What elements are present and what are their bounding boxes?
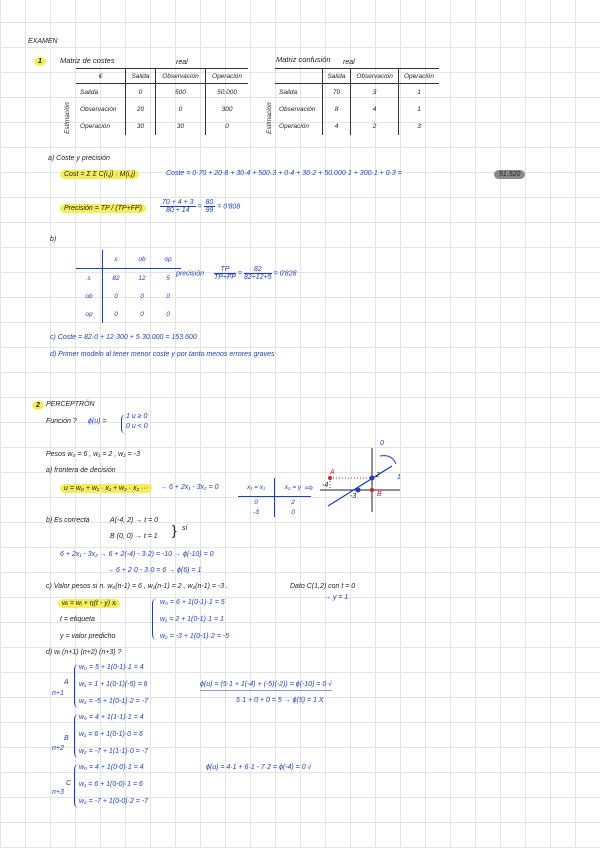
cell: 30 [126, 118, 156, 135]
cost-formula: Cost = Σ Σ C(i,j) · M(i,j) [60, 170, 139, 179]
cell: 20 [126, 101, 156, 118]
precision-result: = 0'828 [273, 270, 297, 278]
cell: 500 [155, 84, 205, 102]
update-rule: wᵢ = wᵢ + η(t - y) xᵢ [58, 599, 120, 608]
weight-eq: w₀ = 6 + 1(0-1)·1 = 5 [160, 599, 225, 606]
row-label: Salida [279, 89, 298, 96]
step-n: n+3 [52, 789, 64, 796]
eval-b: → 6 + 2·0 - 3·0 = 6 → ϕ(6) = 1 [107, 567, 202, 574]
header-cell: s [103, 250, 130, 269]
table-row [275, 118, 439, 135]
table-row [76, 118, 248, 135]
weight-eq: w₁ = 1 + 1(0-1)(-5) = 6 [79, 681, 148, 688]
cell: 0 [238, 497, 275, 508]
prediction: → y = 1 [324, 594, 349, 601]
weight-eq: w₀ = 5 + 1(0-1)·1 = 4 [79, 664, 144, 671]
cell: 300 [206, 101, 248, 118]
table-row [275, 84, 439, 102]
part-a-label: a) frontera de decisión [46, 467, 116, 474]
header-cell [275, 69, 322, 84]
fraction-denominator: 99 [205, 207, 214, 214]
fraction-denominator: 80 + 14 [165, 207, 190, 214]
cell: 30 [155, 118, 205, 135]
cell: 0 [291, 508, 295, 516]
phi-eval-c: ϕ(u) = 4·1 + 6·1 - 7·2 = ϕ(-4) = 0 √ [206, 764, 312, 771]
cell: 0 [140, 292, 144, 300]
weight-eq: w₂ = -3 + 1(0-1)·2 = -5 [160, 633, 230, 640]
table-row [238, 507, 311, 517]
page-title: EXAMEN [28, 38, 58, 45]
graph-label-x: -3 [350, 493, 357, 500]
data-point: Dato C(1,2) con t = 0 [290, 583, 356, 590]
header-cell: op [155, 250, 181, 269]
weight-eq: w₁ = 6 + 1(0-0)·1 = 6 [79, 781, 143, 788]
cell: 0 [126, 84, 156, 102]
part-c-text: c) Coste = 82·0 + 12·300 + 5·30.000 = 153.600 [50, 334, 197, 341]
part-d-label: d) wᵢ (n+1) (n+2) (n+3) ? [46, 649, 122, 656]
graph-label-y: 2 [376, 472, 380, 479]
cell: 5 [166, 274, 170, 282]
table-row [76, 287, 181, 305]
part-a-label: a) Coste y precisión [48, 155, 110, 162]
cost-matrix-title: Matriz de costes [60, 56, 115, 65]
cell: -3 [238, 507, 275, 517]
row-label: Observación [80, 106, 117, 113]
phi-case-2: 0 u < 0 [126, 423, 148, 430]
real-label: real [176, 59, 188, 66]
part-d-text: d) Primer modelo al tener menor coste y por tanto menos errores graves [50, 351, 275, 358]
fraction-numerator: 70 + 4 + 3 [162, 199, 194, 206]
header-cell: Operación [399, 69, 439, 84]
new-confusion-matrix [76, 250, 181, 323]
exercise-number: 2 [32, 401, 44, 410]
cell: 2 [291, 498, 295, 506]
point-intercept-x [356, 488, 361, 493]
confusion-matrix-title: Matriz confusión [276, 55, 331, 64]
header-cell: Salida [126, 69, 156, 84]
row-label: Observación [279, 106, 316, 113]
row-label: Salida [80, 89, 99, 96]
point-b-def: B (0, 0) → t = 1 [110, 533, 158, 540]
cell: 2 [351, 118, 399, 135]
header-cell: Observación [351, 69, 399, 84]
step-tag: B [64, 735, 69, 742]
cell: 1 [399, 84, 439, 102]
brace-icon: } [172, 522, 177, 538]
cell: 0 [140, 310, 144, 318]
header-cell: Observación [155, 69, 205, 84]
fraction-numerator: 82 [244, 266, 272, 274]
precision-label: precisión [176, 270, 205, 278]
function-label: Función ? [46, 418, 77, 425]
cell: 82 [112, 274, 120, 282]
cell: 0 [166, 310, 170, 318]
row-label: Operación [279, 123, 309, 130]
weight-eq: w₂ = -7 + 1(0-0)·2 = -7 [79, 798, 149, 805]
weights: Pesos w₀ = 6 , w₁ = 2 , w₂ = -3 [46, 451, 141, 458]
phi-definition: ϕ(u) = [88, 418, 107, 425]
table-row [238, 497, 311, 508]
part-c-label: c) Valor pesos si n. w₀(n-1) = 6 , w₁(n-1) = 2 , w₂(n-1) = -3 . [46, 583, 229, 590]
confusion-matrix-table [275, 68, 439, 135]
graph-label-a: A [330, 469, 335, 476]
row-label: op [76, 305, 103, 323]
cell: 0 [206, 118, 248, 135]
table-row [76, 84, 248, 102]
graph-label-m4: -4 [322, 482, 329, 489]
section-title: PERCEPTRÓN [46, 401, 95, 408]
cell: 0 [114, 310, 118, 318]
u-formula: u = w₀ + w₁ · x₁ + w₂ · x₂ ··· [60, 484, 152, 493]
fraction-numerator: 80 [205, 199, 214, 206]
header-cell: Operación [206, 69, 248, 84]
cell: 3 [399, 118, 439, 135]
phi-eval-a: ϕ(u) = (5·1 + 1(-4) + (-5)(-2)) = ϕ(-10) = 0 √ [200, 681, 332, 691]
precision-formula: Precisión = TP / (TP+FP) [60, 204, 146, 213]
phi-case-1: 1 u ≥ 0 [126, 413, 148, 420]
cell: 70 [322, 84, 350, 102]
phi-eval-b: 5·1 + 0 + 0 = 5 → ϕ(5) = 1 X [236, 697, 324, 704]
cost-result: 51.520 [494, 170, 525, 179]
header-cell [76, 250, 103, 269]
cell: 0 [114, 292, 118, 300]
point-a-def: A(-4, 2) → t = 0 [110, 517, 159, 524]
cost-calculation: Coste = 0·70 + 20·8 + 30·4 + 500·3 + 0·4 + 30·2 + 50.000·1 + 300·1 + 0·3 = [166, 170, 402, 177]
weight-eq: w₂ = -7 + 1(1-1)·0 = -7 [79, 748, 149, 755]
precision-calc: $\frac{70 + 4 + 3}{80 + 14}$ = $\frac{80}{99}$ = 0'808 [162, 199, 241, 214]
cell: 1 [399, 101, 439, 118]
table-row [275, 101, 439, 118]
rotation-arrow [380, 456, 396, 464]
cell: 0 [166, 292, 170, 300]
t-definition: t = etiqueta [60, 616, 95, 623]
header-cell: Salida [322, 69, 350, 84]
cell: 8 [322, 101, 350, 118]
weight-eq: w₂ = -5 + 1(0-1)·2 = -7 [79, 698, 149, 705]
header-cell: x₁ = x₁ [238, 478, 275, 497]
weight-eq: w₀ = 4 + 1(1-1)·1 = 4 [79, 714, 144, 721]
estimation-label: Estimación [266, 102, 273, 134]
real-label: real [343, 59, 355, 66]
step-n: n+2 [52, 745, 64, 752]
exercise-number: 1 [34, 57, 46, 66]
boundary-line [328, 466, 392, 506]
yes-text: sí [182, 525, 188, 532]
weight-eq: w₁ = 2 + 1(0-1)·1 = 1 [160, 616, 224, 623]
fraction-denominator: TP+FP [213, 274, 236, 281]
point-b [370, 488, 374, 492]
y-definition: y = valor predicho [60, 633, 116, 640]
header-cell: x₂ = y [275, 478, 312, 497]
cell: 4 [322, 118, 350, 135]
cell: 50.000 [206, 84, 248, 102]
header-cell: ob [129, 250, 155, 269]
boundary-points-table [238, 478, 314, 517]
arrow-icon: ⇨ [305, 483, 314, 494]
header-cell: € [76, 69, 126, 84]
step-tag: C [66, 780, 72, 787]
graph-label-one: 1 [397, 474, 401, 481]
cell: 4 [351, 101, 399, 118]
step-n: n+1 [52, 690, 64, 697]
table-row [76, 101, 248, 118]
row-label: ob [76, 287, 103, 305]
graph-label-zero: 0 [380, 440, 384, 447]
fraction-denominator: 82+12+5 [243, 274, 272, 281]
table-row [76, 269, 181, 288]
part-b-label: b) [50, 236, 57, 243]
cell: 3 [351, 84, 399, 102]
cell: 0 [155, 101, 205, 118]
boundary-equation: → 6 + 2x₁ - 3x₂ = 0 [160, 484, 219, 491]
weight-eq: w₀ = 4 + 1(0-0)·1 = 4 [79, 764, 144, 771]
cost-matrix-table [76, 68, 248, 135]
point-intercept-y [370, 476, 375, 481]
fraction-numerator: TP [214, 266, 236, 274]
cell: 12 [138, 274, 146, 282]
weight-eq: w₁ = 6 + 1(0-1)·0 = 6 [79, 731, 143, 738]
precision-result: = 0'808 [217, 203, 241, 211]
row-label: s [76, 269, 103, 288]
row-label: Operación [80, 123, 110, 130]
step-tag: A [64, 679, 69, 686]
estimation-label: Estimación [64, 102, 71, 134]
table-row [76, 305, 181, 323]
eval-a: 6 + 2x₁ - 3x₂ → 6 + 2(-4) - 3·2) = -10 → ϕ(-10) = 0 [60, 551, 214, 558]
graph-label-b: B [377, 491, 382, 498]
point-a [328, 476, 332, 480]
precision-b: precisión $\frac{TP}{TP+FP}$ = $\frac{82}{82+12+5}$ = 0'828 [176, 266, 297, 281]
part-b-label: b) Es correcta [46, 517, 90, 524]
